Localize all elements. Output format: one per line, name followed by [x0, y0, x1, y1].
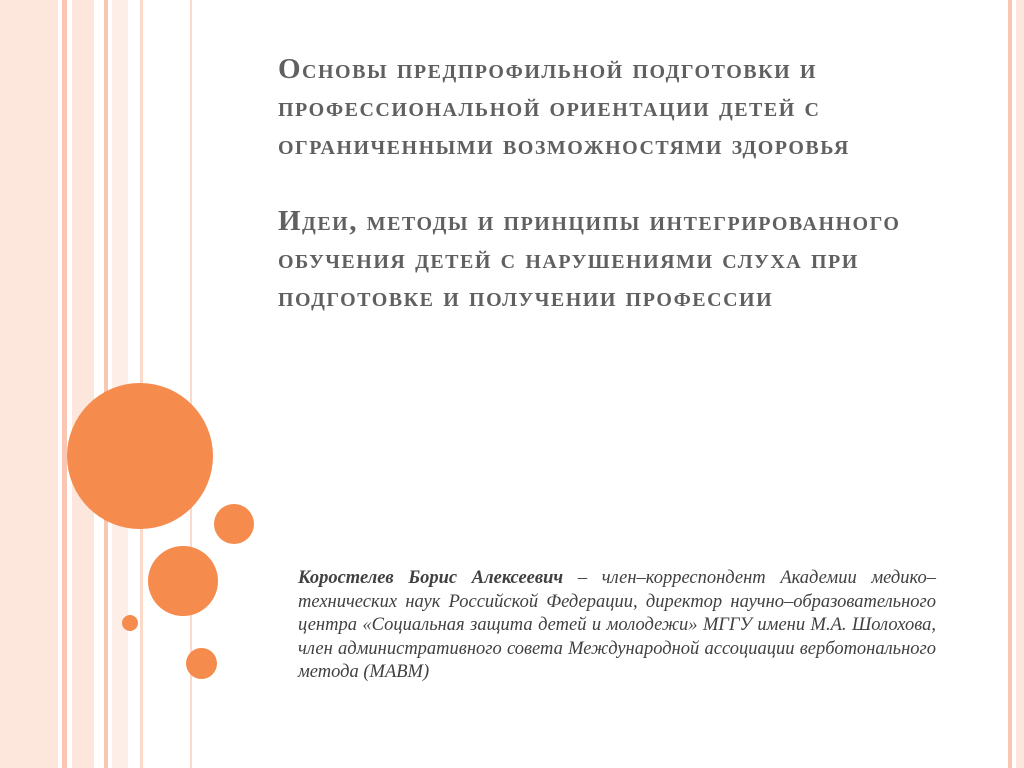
- left-stripe-line: [104, 0, 108, 768]
- right-stripe-line: [1008, 0, 1012, 768]
- large-orange-circle: [67, 383, 213, 529]
- medium-orange-circle: [148, 546, 218, 616]
- author-name: Коростелев Борис Алексеевич: [298, 568, 564, 588]
- title-line-2: Идеи, методы и принципы интегрированного обучения детей с нарушениями слуха при подготовке и получении профессии: [278, 205, 901, 313]
- title-line-1: Основы предпрофильной подготовки и профессиональной ориентации детей с ограниченными возможностями здоровья: [278, 53, 850, 161]
- slide-title: [278, 50, 958, 316]
- right-stripe-band: [1016, 0, 1024, 768]
- author-info: [298, 567, 936, 685]
- author-description: – член–корреспондент Академии медико–технических наук Российской Федерации, директор научно–образовательного центра «Социальная защита детей и молодежи» МГГУ имени М.А. Шолохова, член административного совета Международной ассоциации верботонального метода (МАВМ): [298, 568, 936, 682]
- left-stripe-line: [62, 0, 67, 768]
- left-stripe-band: [0, 0, 58, 768]
- left-stripe-band: [72, 0, 94, 768]
- tiny-orange-circle: [122, 615, 138, 631]
- small-orange-circle: [186, 648, 217, 679]
- small-orange-circle: [214, 504, 254, 544]
- title-spacer: [278, 164, 958, 202]
